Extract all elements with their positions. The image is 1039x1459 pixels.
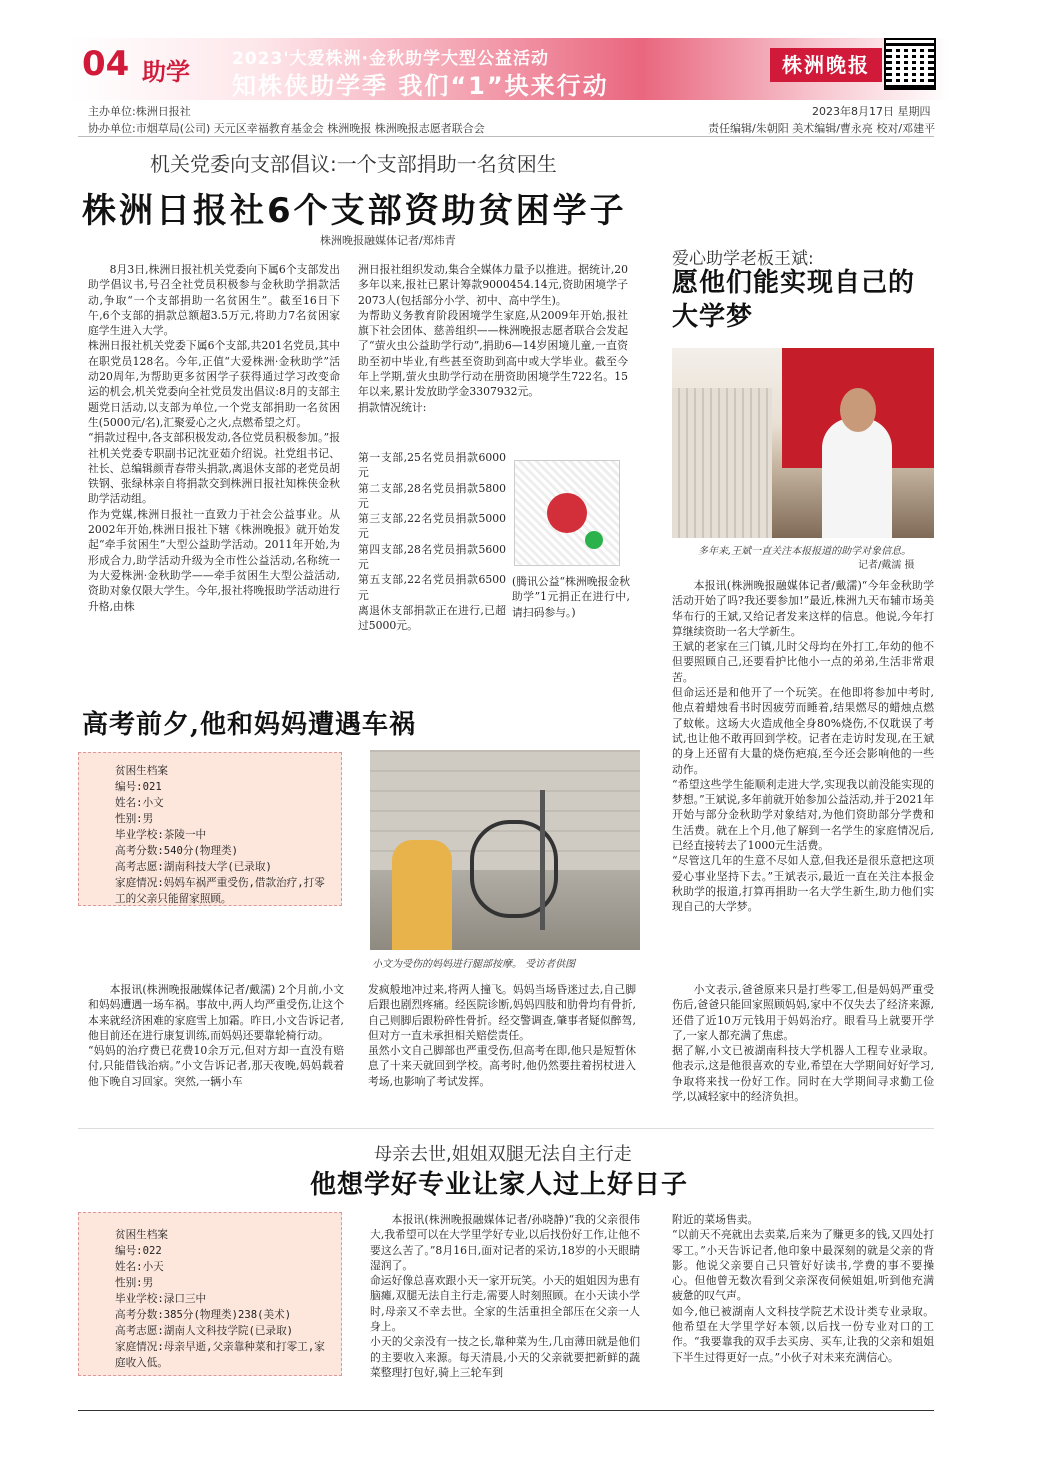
stat-item: 第二支部,28名党员捐款5800元: [358, 481, 506, 510]
archive-line: 高考志愿:湖南科技大学(已录取): [115, 861, 272, 873]
stat-item: 第三支部,22名党员捐款5000元: [358, 512, 506, 541]
article3-col2: 发疯般地冲过来,将两人撞飞。妈妈当场昏迷过去,自己脚后跟也剧烈疼痛。经医院诊断,妈妈四肢和肋骨均有骨折,自己则脚后跟粉碎性骨折。经交警调查,肇事者疑似醉驾,但对方一直未承担相关赔偿责任。 虽然小文自己脚部也严重受伤,但高考在即,他只是短暂休息了十来天就回到学校。高考时,他仍然要拄着拐杖进入考场,也影响了考试发挥。: [368, 983, 636, 1088]
archive-line: 贫困生档案: [115, 765, 168, 777]
issue-date: 2023年8月17日 星期四: [812, 105, 931, 118]
organizer: 主办单位:株洲日报社: [88, 105, 191, 118]
page-number: 04: [82, 44, 130, 84]
archive-line: 高考分数:540分(物理类): [115, 845, 239, 857]
article2-body: 本报讯(株洲晚报融媒体记者/戴濡)“今年金秋助学活动开始了吗?我还要参加!”最近,株洲九天布辅市场美华布行的王斌,又给记者发来这样的信息。他说,今年打算继续资助一名大学新生。 王斌的老家在三门镇,儿时父母均在外打工,年幼的他不但要照顾自己,还要看护比他小一点的弟弟,生活非常艰苦。 但命运还是和他开了一个玩笑。在他即将参加中考时,他点着蜡烛看书时因疲劳而睡着,结果燃尽的蜡烛点燃了蚊帐。这场大火造成他全身80%烧伤,不仅耽误了考试,也让他不敢再回到学校。记者在走访时发现,在王斌的身上还留有大量的烧伤疤痕,至今还会影响他的一些动作。 “希望这些学生能顺利走进大学,实现我以前没能实现的梦想。”王斌说,多年前就开始参加公益活动,并于2021年开始与部分金秋助学对象结对,为他们资助部分学费和生活费。就在上个月,他了解到一名学生的家庭情况后,已经直接转去了1000元生活费。 “尽管这几年的生意不尽如人意,但我还是很乐意把这项爱心事业坚持下去。”王斌表示,最近一直在关注本报金秋助学的报道,打算再捐助一名大学生新生,助力他们实现自己的大学梦。: [672, 579, 934, 914]
stat-item: 第四支部,28名党员捐款5600元: [358, 542, 506, 572]
student-archive-021: [78, 752, 342, 906]
archive-line: 毕业学校:渌口三中: [115, 1293, 207, 1305]
archive-line: 高考分数:385分(物理类)238(美术): [115, 1309, 292, 1321]
archive-line: 家庭情况:妈妈车祸严重受伤,借款治疗,打零工的父亲只能留家照顾。: [115, 877, 325, 905]
wang-bin-photo: [672, 348, 934, 538]
archive-line: 姓名:小天: [115, 1261, 164, 1273]
footer-rule: [78, 1410, 934, 1411]
donation-qr-code[interactable]: [514, 460, 620, 566]
article2-photo-caption: 多年来,王斌一直关注本报报道的助学对象信息。: [698, 546, 912, 557]
article1-col2: 洲日报社组织发动,集合全媒体力量予以推进。据统计,20多年以来,报社已累计筹款9000454.14元,资助困境学子2073人(包括部分小学、初中、高中学生)。 为帮助义务教育阶段困境学生家庭,从2009年开始,报社旗下社会团体、慈善组织——株洲晚报志愿者联合会发起了“萤火虫公益助学行动”,捐助6—14岁困境儿童,一直资助至初中毕业,有些甚至资助到高中或大学毕业。截至今年上学期,萤火虫助学行动在册资助困境学生722名。15年以来,累计发放助学金3307932元。 捐款情况统计:: [358, 263, 628, 414]
co-organizer: 协办单位:市烟草局(公司) 天元区幸福教育基金会 株洲晚报 株洲晚报志愿者联合会: [88, 122, 485, 135]
article2-subtitle: 爱心助学老板王斌:: [672, 249, 814, 269]
article3-col1: 本报讯(株洲晚报融媒体记者/戴濡) 2个月前,小文和妈妈遭遇一场车祸。事故中,两人均严重受伤,让这个本来就经济困难的家庭雪上加霜。昨日,小文告诉记者,他目前还在进行康复训练,而妈妈还要靠轮椅行动。 “妈妈的治疗费已花费10余万元,但对方却一直没有赔付,只能借钱治病。”小文告诉记者,那天夜晚,妈妈载着他下晚自习回家。突然,一辆小车: [88, 983, 344, 1088]
qr-code-icon: [884, 38, 936, 90]
article1-byline: 株洲晚报融媒体记者/郑炜青: [320, 234, 456, 247]
donation-stats: [358, 450, 506, 634]
archive-line: 高考志愿:湖南人文科技学院(已录取): [115, 1325, 294, 1337]
article4-col2: 附近的菜场售卖。 “以前天不亮就出去卖菜,后来为了赚更多的钱,又四处打零工。”小天告诉记者,他印象中最深刻的就是父亲的背影。他说父亲要自己只管好好读书,学费的事不要操心。但他曾无数次看到父亲深夜伺候姐姐,听到他充满疲惫的叹气声。 如今,他已被湖南人文科技学院艺术设计类专业录取。他希望在大学里学好本领,以后找一份专业对口的工作。“我要靠我的双手去买房、买车,让我的父亲和姐姐下半生过得更好一点。”小伙子对未来充满信心。: [672, 1213, 934, 1364]
paper-logo: 株洲晚报: [770, 48, 882, 82]
header-divider: [78, 136, 934, 137]
archive-line: 性别:男: [115, 1277, 154, 1289]
event-line-1: 2023'大爱株洲·金秋助学大型公益活动: [232, 49, 549, 69]
section-title: 助学: [142, 58, 190, 86]
stat-item: 第五支部,22名党员捐款6500元: [358, 573, 506, 602]
person-head: [840, 388, 876, 432]
heart-icon: [547, 493, 587, 533]
article4-title: 他想学好专业让家人过上好日子: [310, 1170, 689, 1200]
section-divider: [78, 1128, 934, 1129]
article3-title: 高考前夕,他和妈妈遭遇车祸: [82, 710, 417, 740]
event-line-2: 知株侠助学季 我们“1”块来行动: [232, 72, 609, 100]
article4-subtitle: 母亲去世,姐姐双腿无法自主行走: [374, 1144, 632, 1165]
archive-line: 贫困生档案: [115, 1229, 168, 1241]
archive-line: 姓名:小文: [115, 797, 164, 809]
leaf-icon: [585, 531, 603, 549]
article1-subtitle: 机关党委向支部倡议:一个支部捐助一名贫困生: [150, 152, 557, 176]
archive-line: 毕业学校:茶陵一中: [115, 829, 207, 841]
archive-line: 编号:021: [115, 781, 162, 793]
qr-caption: (腾讯公益“株洲晚报金秋助学”1元捐正在进行中,请扫码参与。): [512, 575, 630, 619]
student-archive-022: [78, 1212, 342, 1376]
archive-line: 编号:022: [115, 1245, 162, 1257]
bookshelf: [672, 388, 772, 538]
stat-item: 第一支部,25名党员捐款6000元: [358, 451, 506, 480]
crutch: [540, 790, 545, 930]
boy: [392, 840, 452, 950]
editors: 责任编辑/朱朝阳 美术编辑/曹永亮 校对/邓建平: [708, 122, 936, 135]
article1-title: 株洲日报社6个支部资助贫困学子: [82, 191, 627, 231]
article3-col3: 小文表示,爸爸原来只是打些零工,但是妈妈严重受伤后,爸爸只能回家照顾妈妈,家中不仅失去了经济来源,还借了近10万元钱用于妈妈治疗。眼看马上就要开学了,一家人都充满了焦虑。 据了解,小文已被湖南科技大学机器人工程专业录取。他表示,这是他很喜欢的专业,希望在大学期间好好学习,争取将来找一份好工作。同时在大学期间寻求勤工俭学,以减轻家中的经济负担。: [672, 983, 934, 1104]
article3-photo-caption: 小文为受伤的妈妈进行腿部按摩。 受访者供图: [372, 959, 576, 970]
article2-photo-credit: 记者/戴濡 摄: [858, 560, 915, 571]
person: [822, 418, 892, 538]
article2-title: 愿他们能实现自己的大学梦: [672, 268, 916, 332]
xiaowen-photo: [370, 750, 640, 950]
article1-col1: 8月3日,株洲日报社机关党委向下属6个支部发出助学倡议书,号召全社党员积极参与金秋助学捐款活动,争取“一个支部捐助一名贫困生”。截至16日下午,6个支部的捐款总额超3.5万元,将助力7名贫困家庭学生进入大学。 株洲日报社机关党委下属6个支部,共201名党员,其中在职党员128名。今年,正值“大爱株洲·金秋助学”活动20周年,为帮助更多贫困学子获得通过学习改变命运的机会,机关党委向全社党员发出倡议:8月的支部主题党日活动,以支部为单位,一个党支部捐助一名贫困生(5000元/名),汇聚爱心之火,点燃希望之灯。 “捐款过程中,各支部积极发动,各位党员积极参加。”报社机关党委专职副书记沈亚茹介绍说。社党组书记、社长、总编辑颜青春带头捐款,离退休支部的老党员胡铁钢、张绿林亲自将捐款交到株洲日报社知株侠金秋助学活动组。 作为党媒,株洲日报社一直致力于社会公益事业。从2002年开始,株洲日报社下辖《株洲晚报》就开始发起“牵手贫困生”大型公益助学活动。2011年开始,为形成合力,助学活动升级为全市性公益活动,名称统一为大爱株洲·金秋助学——牵手贫困生大型公益活动,资助对象仅限大学生。今年,报社将晚报助学活动进行升格,由株: [88, 263, 340, 613]
article4-col1: 本报讯(株洲晚报融媒体记者/孙晓静)“我的父亲很伟大,我希望可以在大学里学好专业,以后找份好工作,让他不要这么苦了。”8月16日,面对记者的采访,18岁的小天眼睛湿润了。 命运好像总喜欢跟小天一家开玩笑。小天的姐姐因为患有脑瘫,双腿无法自主行走,需要人时刻照顾。在小天读小学时,母亲又不幸去世。全家的生活重担全部压在父亲一人身上。 小天的父亲没有一技之长,靠种菜为生,几亩薄田就是他们的主要收入来源。每天清晨,小天的父亲就要把新鲜的蔬菜整理打包好,骑上三轮车到: [370, 1213, 640, 1379]
archive-line: 家庭情况:母亲早逝,父亲靠种菜和打零工,家庭收入低。: [115, 1341, 325, 1369]
archive-line: 性别:男: [115, 813, 154, 825]
stat-item: 离退休支部捐款正在进行,已超过5000元。: [358, 603, 506, 633]
